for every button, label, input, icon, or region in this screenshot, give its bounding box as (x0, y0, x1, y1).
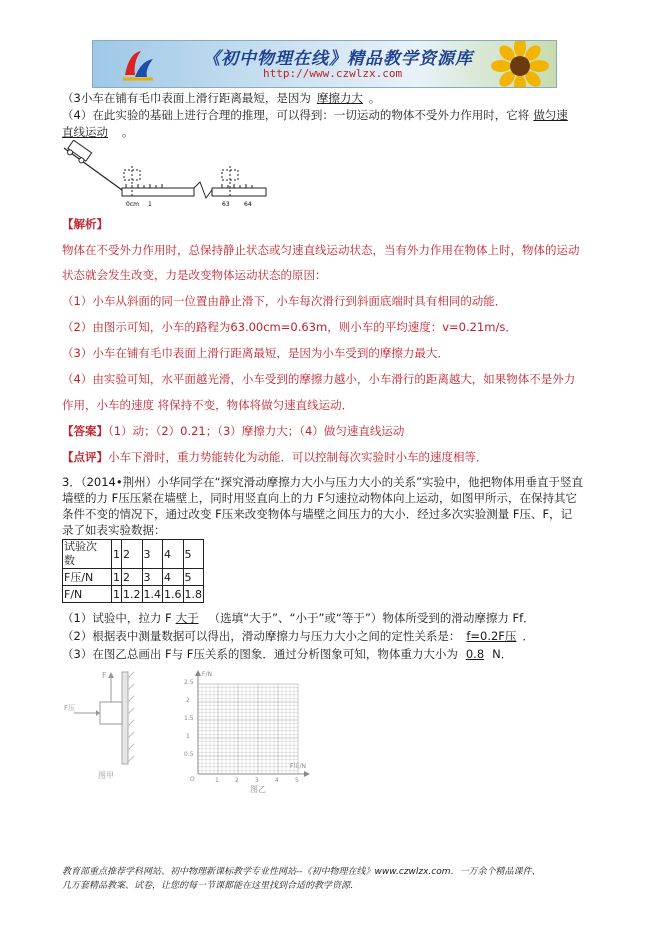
sub1-rest: （选填“大于”、“小于”或“等于”）物体所受到的滑动摩擦力 Ff． (208, 611, 535, 625)
x-tick-label: 5 (295, 777, 299, 784)
table-cell: 5 (183, 540, 204, 569)
answer-body: （1）动；（2）0.21；（3）摩擦力大；（4）做匀速直线运动 (108, 424, 405, 438)
table-cell: 1.6 (164, 587, 182, 601)
analysis-p4: （3）小车在铺有毛巾表面上滑行距离最短，是因为小车受到的摩擦力最大． (62, 346, 449, 360)
sub2-end: ． (522, 629, 534, 643)
sub1-answer: 大于 (175, 611, 199, 625)
y-tick-label: 2 (186, 697, 190, 704)
q3-sub2 (62, 628, 534, 644)
graph-x-label: F压/N (290, 763, 306, 770)
ramp-figure (62, 140, 272, 210)
graph-grid (198, 684, 298, 774)
comment-body: 小车下滑时，重力势能转化为动能．可以控制每次实验时小车的速度相等． (108, 450, 488, 464)
x-tick-label: 1 (215, 777, 219, 784)
x-tick-label: 2 (235, 777, 239, 784)
y-tick-label: 0.5 (184, 751, 194, 758)
table-cell: 5 (183, 569, 204, 586)
y-tick-label: 1.5 (184, 715, 194, 722)
line3-text: （3小车在铺有毛巾表面上滑行距离最短，是因为 (62, 91, 311, 105)
analysis-p2: （1）小车从斜面的同一位置由静止滑下，小车每次滑行到斜面底端时具有相同的动能． (62, 294, 507, 308)
q3-line2: 墙壁的力 F压压紧在墙壁上，同时用竖直向上的力 F匀速拉动物体向上运动，如图甲所示，在保持其它 (62, 491, 578, 505)
y-tick-label: 1 (186, 733, 190, 740)
ruler-label-64: 64 (244, 201, 252, 208)
table-cell: 1 (113, 570, 120, 584)
table-cell: 3 (142, 569, 163, 586)
site-logo-icon (121, 47, 155, 81)
sub3-end: N． (492, 647, 513, 661)
table-row (63, 540, 204, 569)
table-cell: 4 (163, 569, 184, 586)
force-fpress-label: F压 (64, 704, 76, 712)
comment-line (62, 449, 488, 465)
comment-heading: 【点评】 (62, 450, 108, 464)
graph-origin: O (190, 776, 195, 783)
data-table (62, 539, 204, 603)
table-cell: 1.4 (143, 587, 161, 601)
table-header-fpress: F压/N (63, 569, 112, 586)
answer-line (62, 423, 404, 439)
table-cell: 4 (163, 540, 184, 569)
sub2-text: （2）根据表中测量数据可以得出，滑动摩擦力与压力大小之间的定性关系是： (62, 629, 461, 643)
q3-line3: 条件不变的情况下，通过改变 F压来改变物体与墙壁之间压力的大小．经过多次实验测量 F压、F，记 (62, 507, 573, 521)
table-row (63, 586, 204, 603)
q3-sub1 (62, 610, 535, 626)
table-header-f: F/N (63, 586, 112, 603)
trials-label-b: 数 (64, 554, 75, 567)
force-f-label: F (102, 671, 107, 680)
analysis-p5a: （4）由实验可知，水平面越光滑，小车受到的摩擦力越小，小车滑行的距离越大，如果物体不是外力 (62, 372, 576, 386)
sub3-answer: 0.8 (465, 647, 485, 661)
sub1-text: （1）试验中，拉力 F (62, 611, 172, 625)
sunflower-icon (489, 40, 551, 88)
line4-answer-a: 做匀速 (533, 108, 568, 122)
table-row (63, 569, 204, 586)
ruler-label-zero: 0cm (126, 201, 139, 208)
banner-title: 《初中物理在线》精品教学资源库 (203, 49, 473, 69)
q3-sub3 (62, 646, 512, 662)
q3-line4: 录了如表实验数据： (62, 523, 166, 537)
table-header-trials (63, 540, 112, 569)
q-prev-line4b (62, 124, 134, 140)
line3-answer: 摩擦力大 (316, 91, 363, 105)
footer-line2: 几万套精品教案、试卷，让您的每一节课都能在这里找到合适的教学资源． (62, 881, 360, 891)
table-cell: 1.2 (123, 587, 141, 601)
q-prev-line4 (62, 107, 568, 123)
analysis-p5b: 作用，小车的速度 将保持不变，物体将做匀速直线运动． (62, 398, 354, 412)
table-cell: 1 (113, 587, 120, 601)
line4-text: （4）在此实验的基础上进行合理的推理，可以得到：一切运动的物体不受外力作用时，它将 (62, 108, 530, 122)
figure-a-caption: 图甲 (98, 771, 114, 780)
sub3-text: （3）在图乙总画出 F与 F压关系的图象．通过分析图象可知，物体重力大小为 (62, 647, 458, 661)
q-prev-line3 (62, 90, 380, 106)
table-cell: 2 (122, 569, 143, 586)
analysis-p3: （2）由图示可知，小车的路程为63.00cm=0.63m，则小车的平均速度：v=0.21m/s． (62, 320, 517, 334)
q3-line1: 3．（2014•荆州）小华同学在“探究滑动摩擦力大小与压力大小的关系”实验中，他把物体用垂直于竖直 (62, 475, 584, 489)
sub2-answer: f=0.2F压 (466, 629, 517, 643)
figure-b-caption: 图乙 (250, 785, 266, 794)
table-cell: 1 (112, 540, 122, 569)
ruler-label-63: 63 (222, 201, 230, 208)
table-cell: 3 (142, 540, 163, 569)
answer-heading: 【答案】 (62, 424, 108, 438)
figure-a-wall (62, 668, 162, 780)
analysis-heading: 【解析】 (62, 217, 108, 231)
footer-line1: 教育部重点推荐学科网站、初中物理新课标教学专业性网站--《初中物理在线》www.czwlzx.com．一万余个精品课件、 (62, 867, 541, 877)
line4-answer-b: 直线运动 (62, 125, 108, 139)
line4-end: 。 (122, 125, 134, 139)
ruler-label-one: 1 (148, 201, 152, 208)
x-tick-label: 4 (275, 777, 279, 784)
trials-label-a: 试验次 (64, 540, 97, 553)
table-cell: 1.8 (184, 587, 202, 601)
graph-y-label: F/N (202, 671, 212, 678)
figure-b-graph (178, 668, 318, 794)
y-tick-label: 2.5 (184, 679, 194, 686)
line3-end: 。 (368, 91, 381, 105)
banner-url: http://www.czwlzx.com (263, 67, 403, 80)
analysis-p1b: 状态就会发生改变，力是改变物体运动状态的原因： (62, 268, 327, 282)
header-banner (92, 40, 557, 88)
analysis-p1a: 物体在不受外力作用时，总保持静止状态或匀速直线运动状态，当有外力作用在物体上时，物体的运动 (62, 243, 580, 257)
x-tick-label: 3 (255, 777, 259, 784)
table-cell: 2 (122, 540, 143, 569)
